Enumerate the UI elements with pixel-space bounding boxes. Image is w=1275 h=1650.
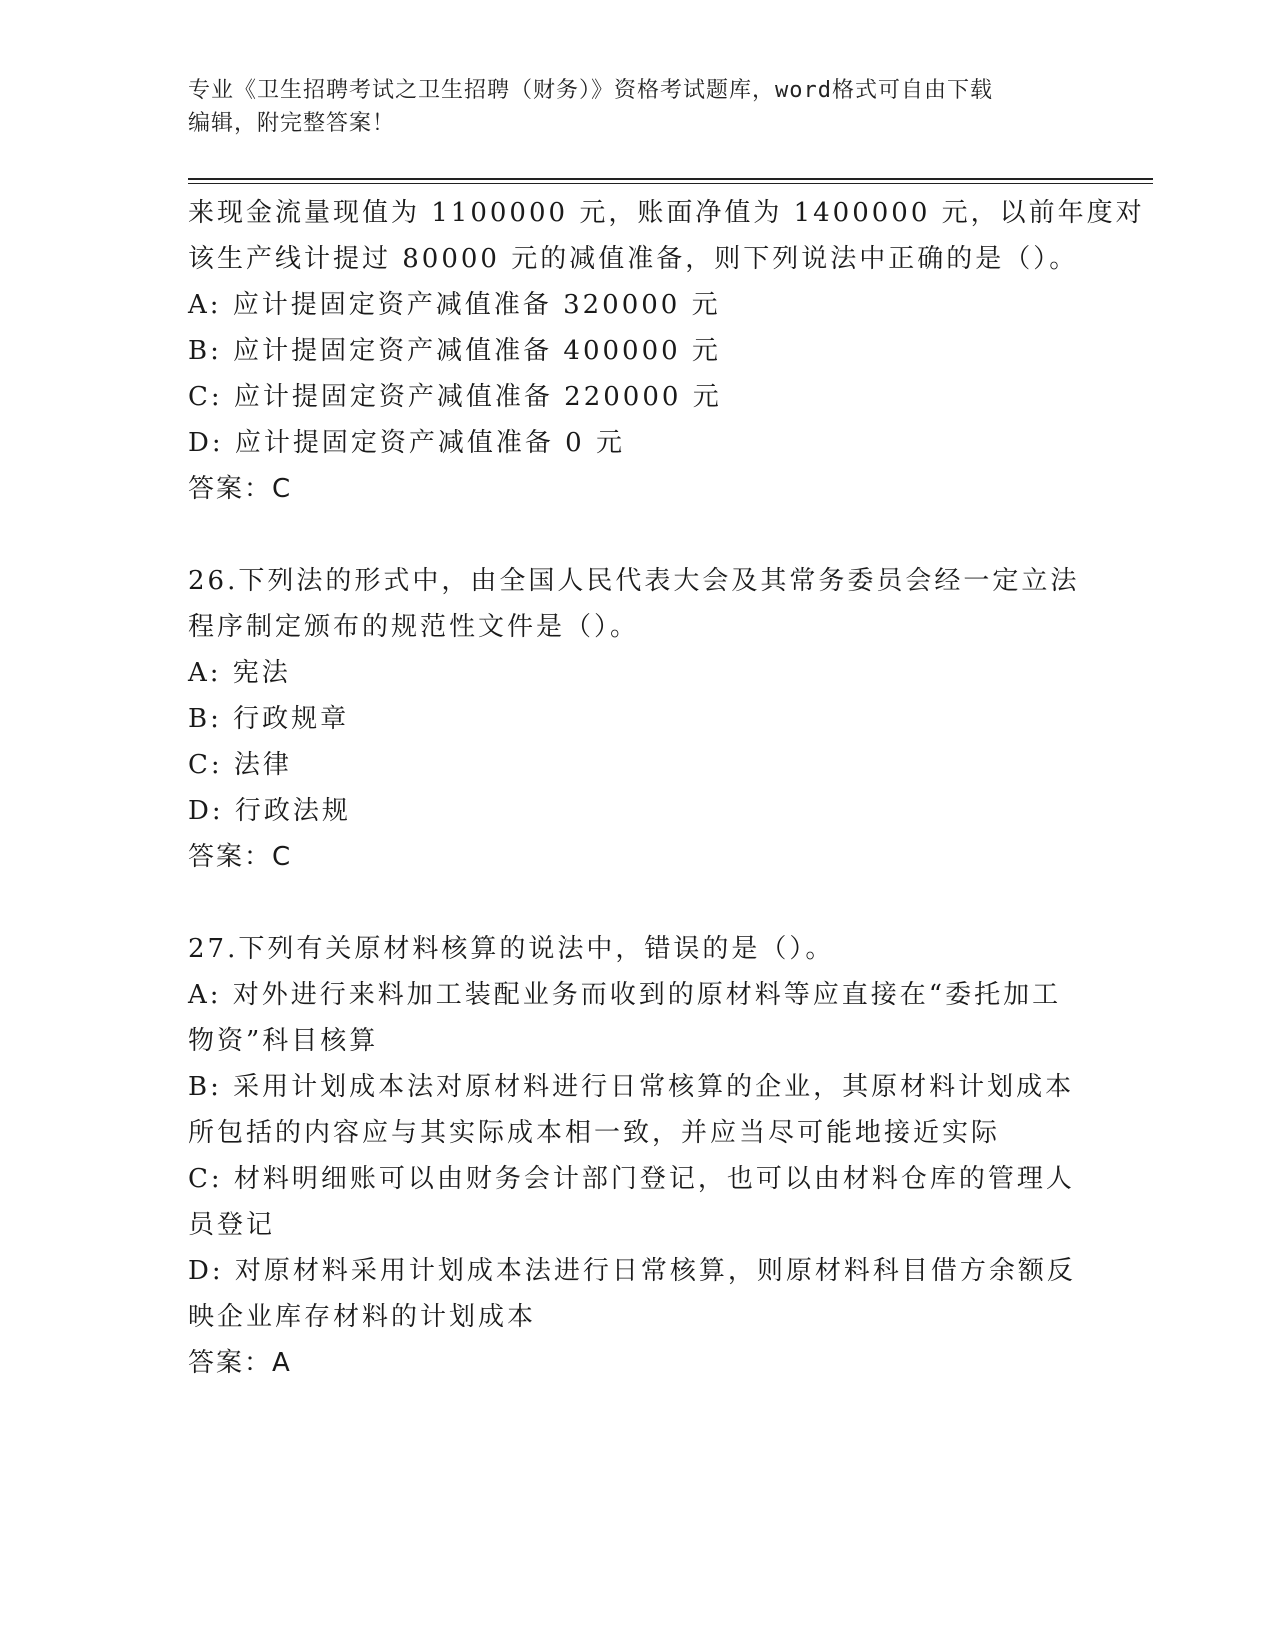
option-c: C: 应计提固定资产减值准备 220000 元 <box>188 382 722 412</box>
question-stem-line: 来现金流量现值为 1100000 元，账面净值为 1400000 元，以前年度对 <box>188 198 1145 228</box>
option-a: A: 应计提固定资产减值准备 320000 元 <box>188 290 721 320</box>
option-a: A: 宪法 <box>188 658 291 688</box>
option-d-line-1: D: 对原材料采用计划成本法进行日常核算，则原材料科目借方余额反 <box>188 1256 1076 1286</box>
option-c-line-1: C: 材料明细账可以由财务会计部门登记，也可以由材料仓库的管理人 <box>188 1164 1075 1194</box>
option-d-line-2: 映企业库存材料的计划成本 <box>188 1302 537 1332</box>
spacer <box>188 512 1088 558</box>
answer-label: 答案：C <box>188 474 293 504</box>
option-c-line-2: 员登记 <box>188 1210 276 1240</box>
option-b: B: 应计提固定资产减值准备 400000 元 <box>188 336 721 366</box>
option-b-line-2: 所包括的内容应与其实际成本相一致，并应当尽可能地接近实际 <box>188 1118 1001 1148</box>
header-divider <box>188 178 1153 184</box>
option-d: D: 行政法规 <box>188 796 351 826</box>
option-b-line-1: B: 采用计划成本法对原材料进行日常核算的企业，其原材料计划成本 <box>188 1072 1075 1102</box>
option-a-line-1: A: 对外进行来料加工装配业务而收到的原材料等应直接在“委托加工 <box>188 980 1062 1010</box>
question-stem-line: 程序制定颁布的规范性文件是（）。 <box>188 612 640 642</box>
document-body <box>188 190 1145 1386</box>
answer-label: 答案：C <box>188 842 293 872</box>
option-d: D: 应计提固定资产减值准备 0 元 <box>188 428 625 458</box>
question-27 <box>188 926 1088 1386</box>
header-line-1: 专业《卫生招聘考试之卫生招聘（财务）》资格考试题库，word格式可自由下载 <box>188 78 993 103</box>
question-continued <box>188 190 1145 512</box>
question-stem-line: 27.下列有关原材料核算的说法中，错误的是（）。 <box>188 934 835 964</box>
document-header <box>188 74 1088 140</box>
option-c: C: 法律 <box>188 750 292 780</box>
answer-label: 答案：A <box>188 1348 292 1378</box>
option-a-line-2: 物资”科目核算 <box>188 1026 379 1056</box>
question-stem-line: 该生产线计提过 80000 元的减值准备，则下列说法中正确的是（）。 <box>188 244 1079 274</box>
option-b: B: 行政规章 <box>188 704 350 734</box>
header-line-2: 编辑，附完整答案！ <box>188 111 396 136</box>
question-26 <box>188 558 1088 880</box>
question-stem-line: 26.下列法的形式中，由全国人民代表大会及其常务委员会经一定立法 <box>188 566 1080 596</box>
spacer <box>188 880 1088 926</box>
